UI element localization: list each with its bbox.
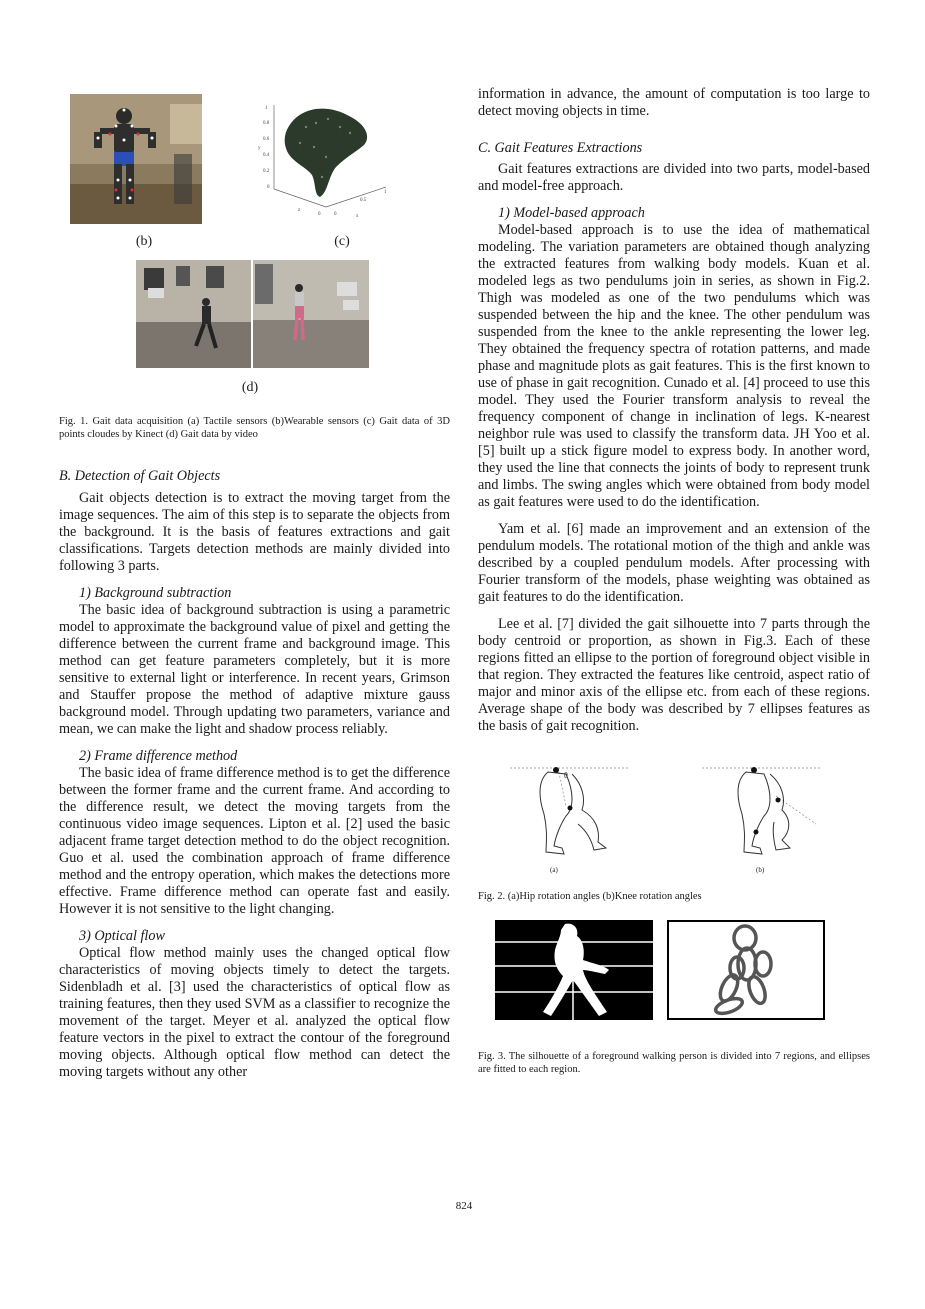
point-cloud-image [256, 97, 396, 223]
fig1-label-b: (b) [135, 234, 153, 249]
fig1-wearable-sensors-photo [70, 94, 202, 224]
video-frame-left-image [136, 260, 251, 368]
fig2-caption: Fig. 2. (a)Hip rotation angles (b)Knee rotation angles [478, 891, 702, 902]
fig2-leg-pendulum-diagram [506, 762, 824, 876]
plot-tick-y: 0.8 [263, 121, 270, 126]
section-c-intro: Gait features extractions are divided into two parts, model-based and model-free approach. [478, 161, 870, 194]
plot-tick-x: 0 [318, 212, 321, 217]
wearable-sensors-image [70, 94, 202, 224]
background-subtraction-paragraph: The basic idea of background subtraction is using a parametric model to approximate the background value of pixel and getting the difference between the current frame and background image. This method can get feature parameters completely, but it is more sensitive to external light or interference. In recent years, Grimson and Stauffer propose the method of adaptive mixture gauss background model. Through updating two parameters, variance and mean, we can make the light and shadow process reliably. [59, 602, 450, 737]
subsection-frame-difference-heading: 2) Frame difference method [79, 748, 238, 764]
right-column [478, 86, 870, 735]
fig1-label-c: (c) [334, 234, 350, 249]
lee-paragraph: Lee et al. [7] divided the gait silhouette into 7 parts through the body centroid or proportion, as shown in Fig.3. Each of these regions fitted an ellipse to the portion of foreground object visible in that region. They extracted the features like centroid, aspect ratio of major and minor axis of the ellipse etc. from each of these regions. Average shape of the body was described by 7 ellipses features as the basis of gait recognition. [478, 616, 870, 734]
plot-axis-label-y: y [258, 146, 261, 151]
section-c-heading: C. Gait Features Extractions [478, 140, 643, 156]
fig1-caption: Fig. 1. Gait data acquisition (a) Tactile sensors (b)Wearable sensors (c) Gait data of 3D points cloudes by Kinect (d) Gait data by video [59, 416, 450, 440]
subsection-background-subtraction-heading: 1) Background subtraction [79, 585, 232, 601]
fig1-video-frame-right [253, 260, 369, 368]
left-column [59, 468, 450, 1081]
plot-axis-label-x: x [356, 214, 359, 219]
fig3-fitted-ellipses [667, 920, 825, 1020]
yam-paragraph: Yam et al. [6] made an improvement and an extension of the pendulum models. The rotational motion of the thigh and ankle was described by a coupled pendulum models. After processing with Fourier transform of the models, phase weighting was obtained as gait features to do the identification. [478, 521, 870, 605]
fig1-point-cloud-plot [256, 97, 396, 223]
subsection-model-based-heading: 1) Model-based approach [498, 205, 645, 221]
plot-tick-y: 0 [267, 185, 270, 190]
plot-tick-y: 0.4 [263, 153, 270, 158]
fig1-video-frame-left [136, 260, 251, 368]
video-frame-right-image [253, 260, 369, 368]
fig2-sub-a: (a) [550, 866, 558, 874]
plot-tick-x: 0 [334, 212, 337, 217]
fig3-caption: Fig. 3. The silhouette of a foreground walking person is divided into 7 regions, and ellipses are fitted to each region. [478, 1051, 870, 1075]
plot-tick-x: 0.5 [360, 198, 367, 203]
plot-axis-label-z: z [298, 208, 301, 213]
section-b-heading: B. Detection of Gait Objects [59, 468, 221, 484]
fig1-label-d: (d) [241, 380, 259, 395]
fig3-silhouette-regions [495, 920, 653, 1020]
fig2-sub-b: (b) [756, 866, 765, 874]
leg-pendulum-image [506, 762, 824, 876]
optical-flow-paragraph: Optical flow method mainly uses the changed optical flow characteristics of moving objects timely to detect the targets. Sidenbladh et al. [3] used the characteristics of optical flow as training features, then they used SVM as a classifier to recognize the movement of the target. Meyer et al. analyzed the optical flow feature vectors in the pixel to extract the contour of the foreground moving objects. Although optical flow method can detect the moving targets without any other [59, 945, 450, 1080]
frame-difference-paragraph: The basic idea of frame difference method is to get the difference between the former frame and the current frame. And according to the difference result, we detect the moving targets from the continuous video image sequences. Lipton et al. [2] used the basic adjacent frame target detection method to do the object recognition. Guo et al. used the combination approach of frame difference method and the entropy operation, which makes the detections more effective. Frame difference method can operate fast and easily. However it is not sensitive to the light changing. [59, 765, 450, 917]
subsection-optical-flow-heading: 3) Optical flow [79, 928, 165, 944]
plot-tick-y: 0.6 [263, 137, 270, 142]
page-number: 824 [455, 1200, 473, 1212]
plot-tick-y: 0.2 [263, 169, 270, 174]
fig2-theta-a: θ [564, 771, 568, 780]
plot-tick-x: 1 [384, 190, 387, 195]
plot-tick-y: 1 [265, 106, 268, 111]
model-based-paragraph: Model-based approach is to use the idea of mathematical modeling. The variation parameters are obtained though analyzing the extracted features from walking body models. Kuan et al. modeled legs as two pendulums join in series, as shown in Fig.2. Thigh was modeled as one of the two pendulums which was suspended between the hip and the knee. The other pendulum was suspended from the knee to the ankle representing the lower leg. They obtained the frequency spectra of rotation patterns, and made phase and magnitude plots as gait features. This is the first known to use of phase in gait recognition. Cunado et al. [4] proceed to use this model. They used the Fourier transform analysis to reveal the frequency component of change in inclination of legs. K-nearest neighbor rule was used to classify the transform data. JH Yoo et al. [5] built up a stick figure model to express body. In another word, they used the line that connects the joints of body to represent trunk and limbs. The swing angles which were obtained from body model as gait features were used to do the identification. [478, 222, 870, 510]
silhouette-regions-image [495, 920, 653, 1020]
continuation-paragraph: information in advance, the amount of computation is too large to detect moving objects in time. [478, 86, 870, 119]
section-b-intro: Gait objects detection is to extract the moving target from the image sequences. The aim of this step is to separate the objects from the background. It is the basis of features extractions and gait classifications. Targets detection methods are mainly divided into following 3 parts. [59, 490, 450, 574]
fitted-ellipses-image [667, 920, 825, 1020]
